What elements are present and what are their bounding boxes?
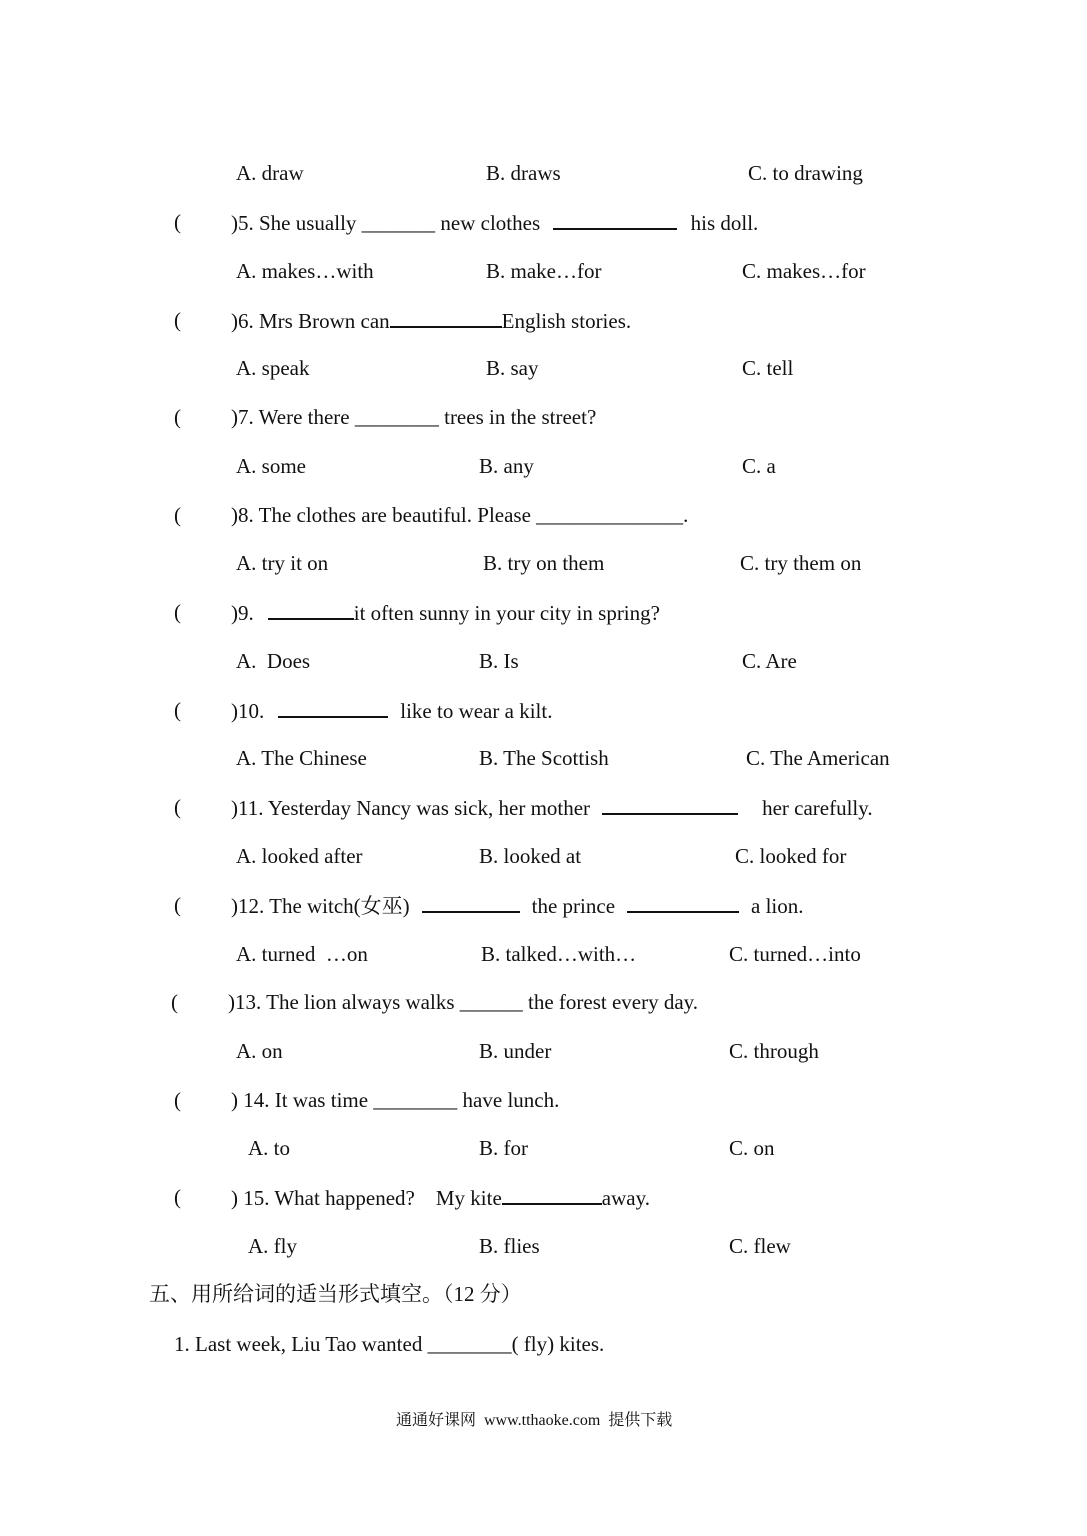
answer-blank <box>502 1184 602 1205</box>
option-c: C. to drawing <box>748 161 863 185</box>
option-c: C. try them on <box>740 551 862 575</box>
option-a: A. some <box>236 454 306 478</box>
option-b: B. flies <box>479 1234 540 1258</box>
option-a: A. looked after <box>236 844 363 868</box>
answer-blank <box>278 697 388 718</box>
answer-blank <box>390 307 502 328</box>
section-heading: 五、用所给词的适当形式填空。（12 分） <box>149 1282 522 1306</box>
option-b: B. make…for <box>486 259 602 283</box>
question-15 <box>231 1184 650 1211</box>
question-text: away. <box>601 1186 650 1210</box>
question-9 <box>231 599 660 626</box>
answer-paren: ( <box>174 1185 181 1209</box>
answer-blank <box>627 892 739 913</box>
option-c: C. looked for <box>735 844 847 868</box>
answer-paren: ( <box>171 990 178 1014</box>
answer-paren: ( <box>174 405 181 429</box>
option-a: A. makes…with <box>236 259 374 283</box>
option-a: A. speak <box>236 356 310 380</box>
option-a: A. fly <box>248 1234 297 1258</box>
answer-blank <box>268 599 354 620</box>
option-a: A. to <box>248 1136 290 1160</box>
option-b: B. under <box>479 1039 552 1063</box>
fill-in-question-1: 1. Last week, Liu Tao wanted ________( fly) kites. <box>174 1332 605 1356</box>
option-b: B. The Scottish <box>479 746 609 770</box>
question-text: )11. Yesterday Nancy was sick, her mother <box>231 796 591 820</box>
option-c: C. makes…for <box>742 259 866 283</box>
answer-blank <box>422 892 520 913</box>
option-a: A. draw <box>236 161 304 185</box>
question-11 <box>231 794 873 821</box>
question-text: )12. The witch(女巫) <box>231 894 410 918</box>
question-5 <box>231 209 758 236</box>
answer-blank <box>553 209 677 230</box>
option-c: C. tell <box>742 356 794 380</box>
option-c: C. a <box>742 454 776 478</box>
question-text: )5. She usually _______ new clothes <box>231 211 541 235</box>
question-text: it often sunny in your city in spring? <box>353 601 660 625</box>
answer-paren: ( <box>174 600 181 624</box>
answer-blank <box>602 794 738 815</box>
question-text: ) 15. What happened? My kite <box>231 1186 502 1210</box>
question-12 <box>231 892 804 919</box>
question-14: ) 14. It was time ________ have lunch. <box>231 1088 560 1112</box>
option-a: A. on <box>236 1039 283 1063</box>
answer-paren: ( <box>174 503 181 527</box>
option-b: B. try on them <box>483 551 605 575</box>
option-a: A. try it on <box>236 551 329 575</box>
option-b: B. say <box>486 356 539 380</box>
question-8: )8. The clothes are beautiful. Please ______________. <box>231 503 689 527</box>
question-text: )9. <box>231 601 254 625</box>
option-a: A. turned …on <box>236 942 368 966</box>
answer-paren: ( <box>174 210 181 234</box>
option-b: B. Is <box>479 649 519 673</box>
answer-paren: ( <box>174 308 181 332</box>
option-b: B. talked…with… <box>481 942 637 966</box>
option-b: B. any <box>479 454 534 478</box>
option-c: C. Are <box>742 649 797 673</box>
answer-paren: ( <box>174 1088 181 1112</box>
question-text: like to wear a kilt. <box>400 699 553 723</box>
question-text: the prince <box>531 894 616 918</box>
answer-paren: ( <box>174 698 181 722</box>
question-7: )7. Were there ________ trees in the street? <box>231 405 597 429</box>
option-b: B. for <box>479 1136 528 1160</box>
question-text: )6. Mrs Brown can <box>231 309 390 333</box>
answer-paren: ( <box>174 795 181 819</box>
option-c: C. through <box>729 1039 819 1063</box>
question-13: )13. The lion always walks ______ the forest every day. <box>228 990 699 1014</box>
option-a: A. Does <box>236 649 311 673</box>
question-6 <box>231 307 631 334</box>
question-text: his doll. <box>690 211 759 235</box>
answer-paren: ( <box>174 893 181 917</box>
option-c: C. turned…into <box>729 942 861 966</box>
question-10 <box>231 697 552 724</box>
option-b: B. looked at <box>479 844 582 868</box>
option-c: C. The American <box>746 746 890 770</box>
question-text: English stories. <box>501 309 632 333</box>
question-text: )10. <box>231 699 265 723</box>
option-c: C. flew <box>729 1234 791 1258</box>
option-a: A. The Chinese <box>236 746 367 770</box>
question-text: a lion. <box>751 894 804 918</box>
option-c: C. on <box>729 1136 775 1160</box>
question-text: her carefully. <box>762 796 873 820</box>
page-footer: 通通好课网 www.tthaoke.com 提供下载 <box>396 1412 673 1429</box>
option-b: B. draws <box>486 161 561 185</box>
